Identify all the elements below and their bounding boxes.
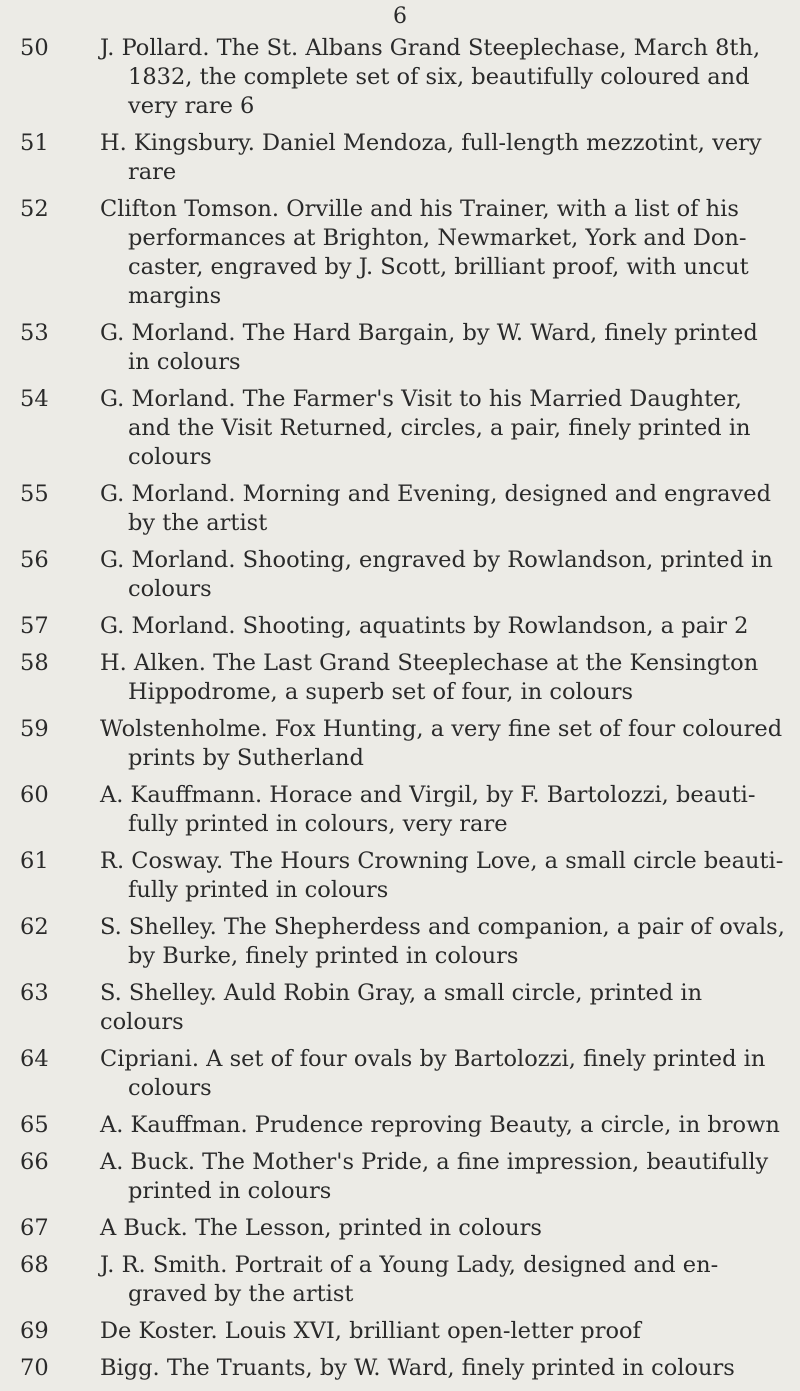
lot-item xyxy=(0,847,800,905)
lot-number: 58 xyxy=(20,650,49,676)
lot-item xyxy=(0,1045,800,1103)
lot-number: 60 xyxy=(20,782,49,808)
lot-number: 70 xyxy=(20,1355,49,1381)
lot-description: S. Shelley. The Shepherdess and companion, a pair of ovals, by Burke, finely printed in colours xyxy=(100,914,785,969)
lot-description: De Koster. Louis XVI, brilliant open-letter proof xyxy=(100,1318,641,1344)
lot-item xyxy=(0,34,800,121)
lot-number: 56 xyxy=(20,547,49,573)
lot-number: 55 xyxy=(20,481,49,507)
lot-number: 52 xyxy=(20,196,49,222)
lot-description: H. Kingsbury. Daniel Mendoza, full-length mezzotint, very rare xyxy=(100,130,762,185)
lot-item xyxy=(0,1354,800,1383)
lot-item xyxy=(0,385,800,472)
lot-description: G. Morland. Shooting, aquatints by Rowlandson, a pair 2 xyxy=(100,613,749,639)
lot-description: J. R. Smith. Portrait of a Young Lady, designed and en- graved by the artist xyxy=(100,1252,719,1307)
lot-number: 67 xyxy=(20,1215,49,1241)
lot-number: 53 xyxy=(20,320,49,346)
lot-item xyxy=(0,1317,800,1346)
lot-description: J. Pollard. The St. Albans Grand Steeplechase, March 8th, 1832, the complete set of six, beautifully coloured and very rare 6 xyxy=(100,35,761,119)
lot-number: 63 xyxy=(20,980,49,1006)
lot-number: 65 xyxy=(20,1112,49,1138)
lot-description: Wolstenholme. Fox Hunting, a very fine set of four coloured prints by Sutherland xyxy=(100,716,783,771)
lot-item xyxy=(0,129,800,187)
lot-description: G. Morland. The Farmer's Visit to his Married Daughter, and the Visit Returned, circles, a pair, finely printed in colours xyxy=(100,386,751,470)
lot-description: G. Morland. Shooting, engraved by Rowlandson, printed in colours xyxy=(100,547,773,602)
lot-description: A. Buck. The Mother's Pride, a fine impression, beautifully printed in colours xyxy=(100,1149,769,1204)
lot-number: 50 xyxy=(20,35,49,61)
lot-number: 57 xyxy=(20,613,49,639)
lot-description: A. Kauffman. Prudence reproving Beauty, a circle, in brown xyxy=(100,1112,780,1138)
lot-item xyxy=(0,913,800,971)
lot-item xyxy=(0,546,800,604)
lot-item xyxy=(0,612,800,641)
lot-item xyxy=(0,480,800,538)
lot-item xyxy=(0,1214,800,1243)
lot-number: 69 xyxy=(20,1318,49,1344)
lot-number: 59 xyxy=(20,716,49,742)
lot-number: 66 xyxy=(20,1149,49,1175)
lot-number: 61 xyxy=(20,848,49,874)
lot-description: Bigg. The Truants, by W. Ward, finely printed in colours xyxy=(100,1355,735,1381)
lot-item xyxy=(0,979,800,1037)
lot-item xyxy=(0,1251,800,1309)
lot-number: 62 xyxy=(20,914,49,940)
lot-description: A Buck. The Lesson, printed in colours xyxy=(100,1215,542,1241)
lot-number: 64 xyxy=(20,1046,49,1072)
lot-item xyxy=(0,195,800,311)
lot-number: 68 xyxy=(20,1252,49,1278)
lot-item xyxy=(0,1111,800,1140)
page-number: 6 xyxy=(393,4,407,29)
lot-description: Clifton Tomson. Orville and his Trainer, with a list of his performances at Brighton, Newmarket, York and Don- caster, engraved by J. Scott, brilliant proof, with uncut margins xyxy=(100,196,749,309)
lot-list xyxy=(0,34,800,1391)
lot-description: Cipriani. A set of four ovals by Bartolozzi, finely printed in colours xyxy=(100,1046,766,1101)
lot-item xyxy=(0,649,800,707)
lot-description: H. Alken. The Last Grand Steeplechase at the Kensington Hippodrome, a superb set of four, in colours xyxy=(100,650,759,705)
lot-number: 51 xyxy=(20,130,49,156)
lot-description: G. Morland. The Hard Bargain, by W. Ward, finely printed in colours xyxy=(100,320,758,375)
lot-number: 54 xyxy=(20,386,49,412)
lot-description: S. Shelley. Auld Robin Gray, a small circle, printed in colours xyxy=(100,980,703,1035)
lot-description: A. Kauffmann. Horace and Virgil, by F. Bartolozzi, beauti- fully printed in colours, very rare xyxy=(100,782,756,837)
lot-item xyxy=(0,715,800,773)
lot-description: R. Cosway. The Hours Crowning Love, a small circle beauti- fully printed in colours xyxy=(100,848,784,903)
lot-description: G. Morland. Morning and Evening, designed and engraved by the artist xyxy=(100,481,771,536)
lot-item xyxy=(0,781,800,839)
lot-item xyxy=(0,319,800,377)
lot-item xyxy=(0,1148,800,1206)
